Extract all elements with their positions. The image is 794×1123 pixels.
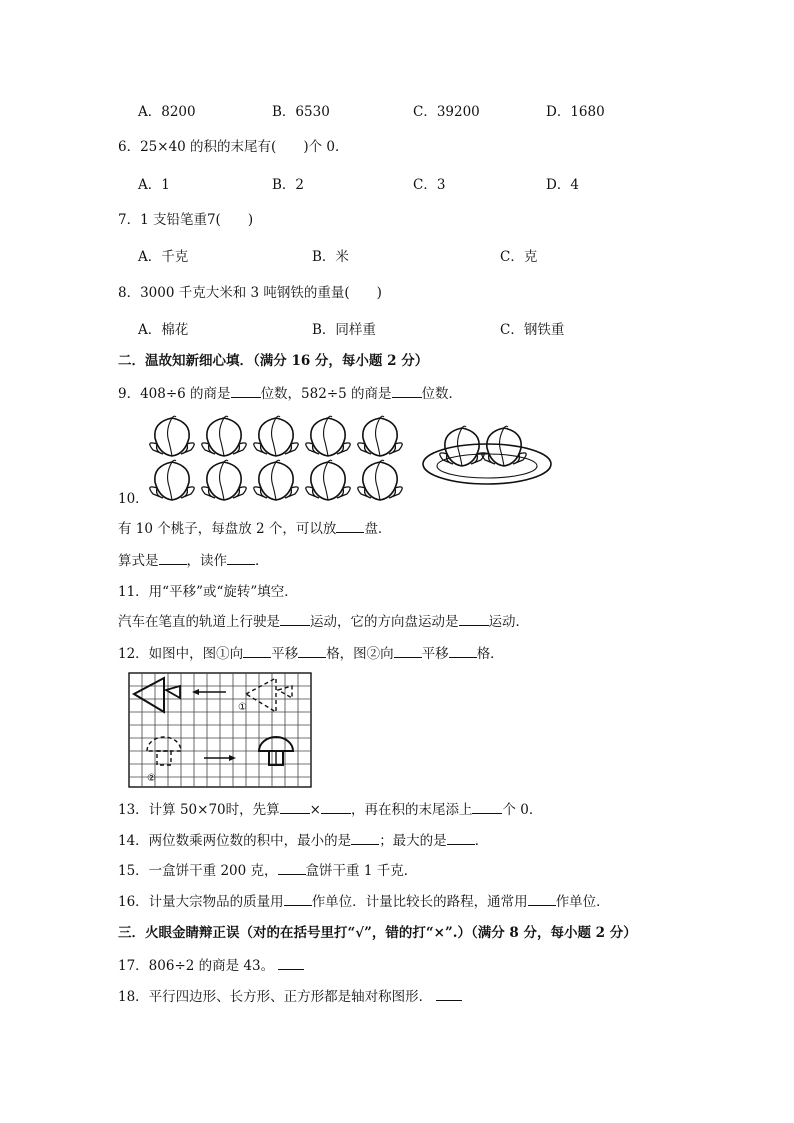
q6-option-d[interactable]: D．4 [546,177,579,193]
q12-blank-4[interactable] [449,645,477,658]
q18-text: 18．平行四边形、长方形、正方形都是轴对称图形． [118,989,433,1005]
q16-blank-1[interactable] [284,893,312,906]
q13-blank-2[interactable] [321,801,351,814]
q5-option-b[interactable]: B．6530 [272,104,330,120]
q15-text-1: 15．一盒饼干重 200 克， [118,863,278,879]
q12-blank-1[interactable] [243,645,271,658]
q11-text-1: 汽车在笔直的轨道上行驶是 [118,614,280,630]
q10-number: 10． [118,491,149,507]
q7-option-c[interactable]: C．克 [500,249,538,265]
peach-icon [306,416,350,456]
mark-1: ① [238,702,247,713]
q9-blank-2[interactable] [392,385,422,398]
q7-stem: 7．1 支铅笔重7( ) [118,212,254,228]
section-3-heading: 三．火眼金睛辩正误（对的在括号里打“√”，错的打“×”.）（满分 8 分，每小题 2 分） [118,925,637,941]
q13-line [118,801,542,819]
q6-option-c[interactable]: C．3 [413,177,446,193]
q10-text-1: 有 10 个桃子，每盘放 2 个，可以放 [118,521,337,537]
q9-line [118,385,462,403]
peach-icon [358,460,402,500]
q18-line [118,988,462,1006]
q10-blank-2[interactable] [159,552,187,565]
q10-text-4: ，读作 [186,553,227,569]
peaches-illustration [145,414,555,506]
q15-text-2: 盒饼干重 1 千克． [305,863,418,879]
q11-line [118,613,529,631]
q12-blank-3[interactable] [394,645,422,658]
q6-option-b[interactable]: B．2 [272,177,305,193]
q13-text-4: 个 0． [502,802,543,818]
q11-text-2: 运动，它的方向盘运动是 [310,614,459,630]
q13-blank-3[interactable] [472,801,502,814]
q9-text-1: 9．408÷6 的商是 [118,386,231,402]
q11-stem: 11．用“平移”或“旋转”填空． [118,584,298,600]
q8-option-a[interactable]: A．棉花 [138,322,189,338]
q17-answer-blank[interactable] [278,957,304,970]
q13-blank-1[interactable] [280,801,310,814]
q12-text-1: 12．如图中，图①向 [118,646,244,662]
q11-text-3: 运动． [488,614,529,630]
q14-text-2: ；最大的是 [379,833,447,849]
q9-text-3: 位数． [421,386,463,402]
q10-line-2 [118,552,269,570]
q5-option-c[interactable]: C．39200 [413,104,480,120]
q6-option-a[interactable]: A．1 [138,177,170,193]
peach-icon [254,416,298,456]
q10-blank-3[interactable] [227,552,255,565]
q9-text-2: 位数，582÷5 的商是 [260,386,392,402]
q17-line [118,957,304,975]
q18-answer-blank[interactable] [436,988,462,1001]
q8-option-c[interactable]: C．钢铁重 [500,322,565,338]
q17-text: 17．806÷2 的商是 43。 [118,958,275,974]
q12-text-4: 平移 [421,646,449,662]
peach-icon [202,416,246,456]
plate-icon [423,426,551,484]
q12-text-3: 格，图②向 [326,646,394,662]
q13-text-2: × [309,802,321,818]
q12-blank-2[interactable] [298,645,326,658]
q6-stem: 6．25×40 的积的末尾有( )个 0． [118,139,349,155]
q11-blank-1[interactable] [280,613,310,626]
q8-stem: 8．3000 千克大米和 3 吨钢铁的重量( ) [118,285,382,301]
q10-blank-1[interactable] [336,520,364,533]
q12-text-5: 格． [476,646,504,662]
q14-line [118,832,488,850]
q5-option-d[interactable]: D．1680 [546,104,605,120]
q5-option-a[interactable]: A．8200 [138,104,196,120]
q14-text-1: 14．两位数乘两位数的积中，最小的是 [118,833,352,849]
q8-option-b[interactable]: B．同样重 [312,322,376,338]
q14-blank-1[interactable] [351,832,379,845]
q10-text-3: 算式是 [118,553,159,569]
mark-2: ② [147,773,156,784]
q16-text-1: 16．计量大宗物品的质量用 [118,894,284,910]
q12-text-2: 平移 [271,646,299,662]
q16-blank-2[interactable] [528,893,556,906]
peach-icon [306,460,350,500]
peach-icon [254,460,298,500]
q16-line [118,893,610,911]
q10-text-2: 盘． [364,521,392,537]
q10-text-5: ． [255,553,269,569]
q7-option-a[interactable]: A．千克 [138,249,189,265]
section-2-heading: 二．温故知新细心填．（满分 16 分，每小题 2 分） [118,353,429,369]
q15-blank-1[interactable] [278,862,306,875]
peach-icon [150,416,194,456]
q9-blank-1[interactable] [231,385,261,398]
translation-grid-figure [128,672,312,788]
q14-blank-2[interactable] [447,832,475,845]
q13-text-1: 13．计算 50×70时，先算 [118,802,280,818]
peach-icon [202,460,246,500]
q16-text-3: 作单位． [555,894,610,910]
q16-text-2: 作单位．计量比较长的路程，通常用 [311,894,528,910]
q10-line-1 [118,520,391,538]
peach-icon [150,460,194,500]
q12-line [118,645,504,663]
q13-text-3: ，再在积的末尾添上 [350,802,473,818]
peach-icon [358,416,402,456]
q15-line [118,862,417,880]
q14-text-3: ． [474,833,489,849]
q7-option-b[interactable]: B．米 [312,249,349,265]
q11-blank-2[interactable] [459,613,489,626]
